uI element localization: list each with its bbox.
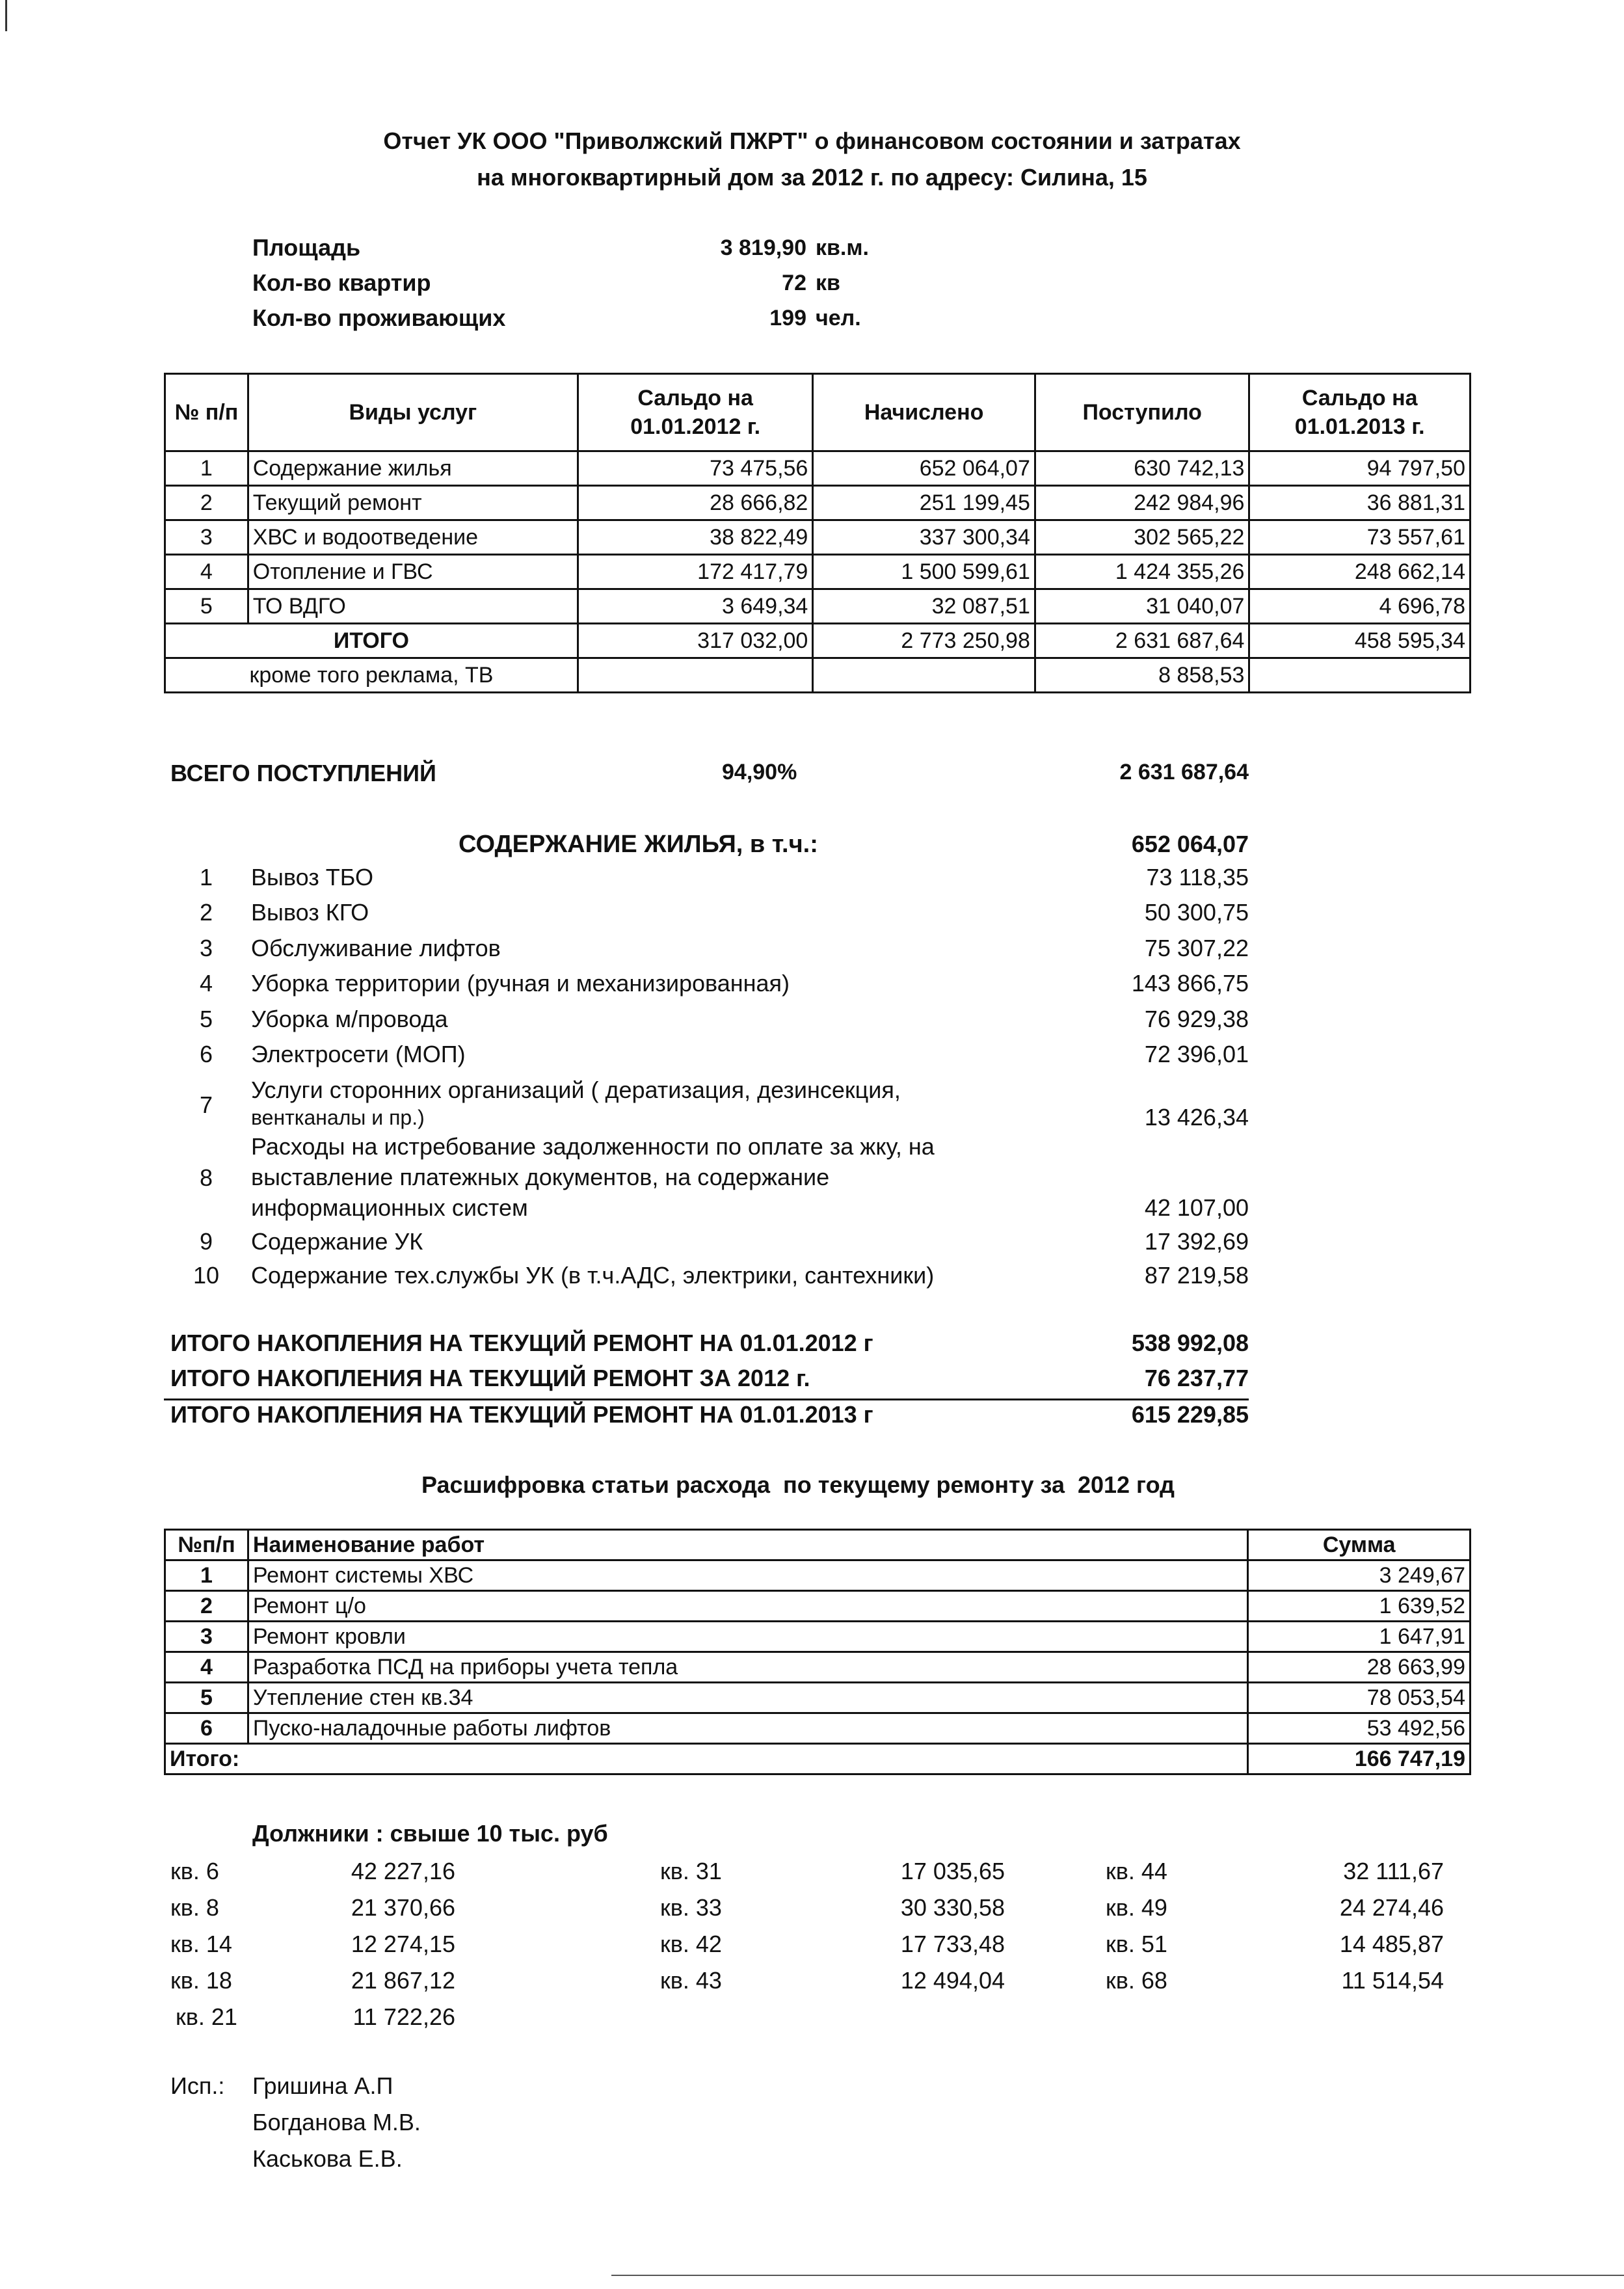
table-row — [165, 1591, 1471, 1622]
accumulation-value: 76 237,77 — [1144, 1365, 1249, 1391]
total-balance-2012: 317 032,00 — [578, 624, 812, 658]
extra-label: кроме того реклама, ТВ — [165, 658, 578, 693]
table-row — [165, 520, 1471, 555]
maintenance-total: 652 064,07 — [1131, 831, 1249, 857]
debtor-amount: 21 370,66 — [351, 1894, 455, 1921]
debtor-apartment: кв. 33 — [660, 1894, 722, 1921]
total-balance-2013: 458 595,34 — [1249, 624, 1471, 658]
signature-name: Богданова М.В. — [252, 2109, 421, 2135]
header-balance-2012: Сальдо на 01.01.2012 г. — [578, 374, 812, 451]
info-area-unit: кв.м. — [816, 235, 869, 260]
debtors-title: Должники : свыше 10 тыс. руб — [252, 1820, 608, 1847]
repair-row-sum: 53 492,56 — [1248, 1713, 1471, 1744]
table-row — [165, 1683, 1471, 1713]
scan-bottom-edge — [611, 2275, 1624, 2276]
list-item-text: Вывоз ТБО — [251, 864, 373, 890]
total-charged: 2 773 250,98 — [813, 624, 1035, 658]
repair-row-number: 4 — [165, 1652, 248, 1683]
info-apartments-value: 72 — [782, 271, 806, 295]
repair-row-sum: 1 639,52 — [1248, 1591, 1471, 1622]
list-item-text: Услуги сторонних организаций ( дератизация, дезинсекция, — [251, 1077, 901, 1103]
table-row — [165, 1622, 1471, 1652]
extra-empty-cell — [1249, 658, 1471, 693]
debtor-amount: 17 733,48 — [900, 1931, 1005, 1957]
extra-empty-cell — [813, 658, 1035, 693]
table-row — [165, 451, 1471, 486]
repair-row-name: Пуско-наладочные работы лифтов — [248, 1713, 1248, 1744]
repair-table — [164, 1529, 1471, 1775]
debtor-apartment: кв. 43 — [660, 1967, 722, 1994]
services-table — [164, 373, 1471, 693]
row-balance-2013: 73 557,61 — [1249, 520, 1471, 555]
row-charged: 1 500 599,61 — [813, 555, 1035, 589]
repair-header-row — [165, 1530, 1471, 1560]
repair-row-name: Утепление стен кв.34 — [248, 1683, 1248, 1713]
row-balance-2012: 73 475,56 — [578, 451, 812, 486]
accumulation-label: ИТОГО НАКОПЛЕНИЯ НА ТЕКУЩИЙ РЕМОНТ НА 01.01.2012 г — [170, 1330, 873, 1356]
debtor-amount: 21 867,12 — [351, 1967, 455, 1994]
repair-row-name: Ремонт кровли — [248, 1622, 1248, 1652]
row-balance-2013: 36 881,31 — [1249, 486, 1471, 520]
services-header-row — [165, 374, 1471, 451]
header-charged: Начислено — [813, 374, 1035, 451]
repair-row-name: Разработка ПСД на приборы учета тепла — [248, 1652, 1248, 1683]
list-item-text: Обслуживание лифтов — [251, 935, 501, 961]
info-apartments-label: Кол-во квартир — [252, 269, 431, 296]
debtor-amount: 11 514,54 — [1341, 1967, 1444, 1994]
debtor-amount: 17 035,65 — [900, 1858, 1005, 1884]
row-service: Отопление и ГВС — [248, 555, 578, 589]
accumulation-label: ИТОГО НАКОПЛЕНИЯ НА ТЕКУЩИЙ РЕМОНТ ЗА 2012 г. — [170, 1365, 810, 1391]
maintenance-title: СОДЕРЖАНИЕ ЖИЛЬЯ, в т.ч.: — [459, 831, 818, 858]
receipts-percent: 94,90% — [722, 760, 797, 784]
debtor-apartment: кв. 21 — [176, 2003, 237, 2030]
receipts-label: ВСЕГО ПОСТУПЛЕНИЙ — [170, 760, 436, 786]
info-residents-value: 199 — [769, 306, 806, 330]
debtor-apartment: кв. 18 — [170, 1967, 232, 1994]
header-received: Поступило — [1035, 374, 1249, 451]
row-balance-2012: 3 649,34 — [578, 589, 812, 624]
repair-total-value: 166 747,19 — [1248, 1744, 1471, 1774]
total-received: 2 631 687,64 — [1035, 624, 1249, 658]
services-extra-row — [165, 658, 1471, 693]
row-balance-2013: 248 662,14 — [1249, 555, 1471, 589]
row-balance-2012: 172 417,79 — [578, 555, 812, 589]
debtor-apartment: кв. 51 — [1106, 1931, 1167, 1957]
list-item-text: Содержание тех.службы УК (в т.ч.АДС, электрики, сантехники) — [251, 1262, 935, 1289]
list-item-text: Уборка территории (ручная и механизированная) — [251, 970, 790, 997]
list-item-text: Вывоз КГО — [251, 899, 369, 926]
row-service: Содержание жилья — [248, 451, 578, 486]
repair-row-name: Ремонт ц/о — [248, 1591, 1248, 1622]
accumulation-value: 538 992,08 — [1131, 1330, 1249, 1356]
receipts-value: 2 631 687,64 — [1119, 760, 1249, 784]
list-item-value: 17 392,69 — [1144, 1228, 1249, 1255]
row-balance-2012: 28 666,82 — [578, 486, 812, 520]
list-item-number: 5 — [199, 1006, 213, 1032]
table-row — [165, 1713, 1471, 1744]
list-item-number: 10 — [193, 1262, 220, 1289]
list-item-number: 3 — [199, 935, 213, 961]
repair-header-number: №п/п — [165, 1530, 248, 1560]
list-item-text: выставление платежных документов, на содержание — [251, 1164, 830, 1190]
table-row — [165, 1652, 1471, 1683]
list-item-value: 72 396,01 — [1144, 1041, 1249, 1067]
repair-row-sum: 1 647,91 — [1248, 1622, 1471, 1652]
list-item-text: Уборка м/провода — [251, 1006, 448, 1032]
list-item-number: 1 — [199, 864, 213, 890]
page-title-line1: Отчет УК ООО "Приволжский ПЖРТ" о финансовом состоянии и затратах — [383, 127, 1241, 154]
row-number: 1 — [165, 451, 248, 486]
table-row — [165, 486, 1471, 520]
list-item-text: вентканалы и пр.) — [251, 1106, 425, 1129]
row-charged: 652 064,07 — [813, 451, 1035, 486]
row-number: 3 — [165, 520, 248, 555]
row-number: 4 — [165, 555, 248, 589]
row-received: 242 984,96 — [1035, 486, 1249, 520]
debtor-apartment: кв. 6 — [170, 1858, 219, 1884]
list-item-text: Расходы на истребование задолженности по оплате за жку, на — [251, 1133, 935, 1160]
debtor-amount: 32 111,67 — [1343, 1858, 1444, 1884]
row-balance-2012: 38 822,49 — [578, 520, 812, 555]
repair-total-label: Итого: — [165, 1744, 1248, 1774]
list-item-value: 50 300,75 — [1144, 899, 1249, 926]
list-item-value: 87 219,58 — [1144, 1262, 1249, 1289]
list-item-value: 76 929,38 — [1144, 1006, 1249, 1032]
accumulation-divider — [164, 1399, 1249, 1400]
row-service: ХВС и водоотведение — [248, 520, 578, 555]
repair-row-name: Ремонт системы ХВС — [248, 1560, 1248, 1591]
list-item-value: 75 307,22 — [1144, 935, 1249, 961]
repair-total-row — [165, 1744, 1471, 1774]
info-residents-unit: чел. — [816, 306, 861, 330]
repair-title: Расшифровка статьи расхода по текущему ремонту за 2012 год — [421, 1471, 1175, 1498]
debtor-apartment: кв. 49 — [1106, 1894, 1167, 1921]
row-received: 1 424 355,26 — [1035, 555, 1249, 589]
debtor-apartment: кв. 31 — [660, 1858, 722, 1884]
row-received: 302 565,22 — [1035, 520, 1249, 555]
table-row — [165, 555, 1471, 589]
list-item-text: Электросети (МОП) — [251, 1041, 466, 1067]
debtor-amount: 42 227,16 — [351, 1858, 455, 1884]
list-item-value: 143 866,75 — [1131, 970, 1249, 997]
signature-name: Каськова Е.В. — [252, 2145, 403, 2172]
list-item-value: 13 426,34 — [1144, 1104, 1249, 1131]
row-balance-2013: 4 696,78 — [1249, 589, 1471, 624]
header-balance-2013: Сальдо на 01.01.2013 г. — [1249, 374, 1471, 451]
list-item-number: 2 — [199, 899, 213, 926]
extra-received: 8 858,53 — [1035, 658, 1249, 693]
list-item-value: 42 107,00 — [1144, 1194, 1249, 1221]
extra-empty-cell — [578, 658, 812, 693]
repair-row-sum: 28 663,99 — [1248, 1652, 1471, 1683]
scan-edge-mark — [5, 0, 7, 31]
accumulation-value: 615 229,85 — [1131, 1401, 1249, 1428]
debtor-amount: 12 494,04 — [900, 1967, 1005, 1994]
repair-row-number: 5 — [165, 1683, 248, 1713]
info-apartments-unit: кв — [816, 271, 840, 295]
debtor-apartment: кв. 42 — [660, 1931, 722, 1957]
row-received: 630 742,13 — [1035, 451, 1249, 486]
repair-row-number: 2 — [165, 1591, 248, 1622]
debtor-amount: 12 274,15 — [351, 1931, 455, 1957]
info-area-value: 3 819,90 — [720, 235, 806, 260]
list-item-number: 9 — [199, 1228, 213, 1255]
repair-row-sum: 3 249,67 — [1248, 1560, 1471, 1591]
repair-row-number: 3 — [165, 1622, 248, 1652]
row-received: 31 040,07 — [1035, 589, 1249, 624]
row-service: Текущий ремонт — [248, 486, 578, 520]
row-charged: 32 087,51 — [813, 589, 1035, 624]
repair-header-sum: Сумма — [1248, 1530, 1471, 1560]
signatures-label: Исп.: — [170, 2072, 225, 2099]
page-title-line2: на многоквартирный дом за 2012 г. по адресу: Силина, 15 — [477, 164, 1147, 191]
row-number: 5 — [165, 589, 248, 624]
list-item-text: Содержание УК — [251, 1228, 423, 1255]
repair-row-sum: 78 053,54 — [1248, 1683, 1471, 1713]
repair-row-number: 1 — [165, 1560, 248, 1591]
info-area-label: Площадь — [252, 234, 361, 261]
debtor-amount: 24 274,46 — [1339, 1894, 1444, 1921]
list-item-number: 6 — [199, 1041, 213, 1067]
debtor-apartment: кв. 14 — [170, 1931, 232, 1957]
total-label: ИТОГО — [165, 624, 578, 658]
debtor-apartment: кв. 68 — [1106, 1967, 1167, 1994]
debtor-apartment: кв. 8 — [170, 1894, 219, 1921]
signature-name: Гришина А.П — [252, 2072, 393, 2099]
list-item-number: 8 — [199, 1164, 213, 1191]
table-row — [165, 1560, 1471, 1591]
header-service: Виды услуг — [248, 374, 578, 451]
list-item-number: 7 — [199, 1091, 213, 1118]
row-balance-2013: 94 797,50 — [1249, 451, 1471, 486]
row-number: 2 — [165, 486, 248, 520]
list-item-text: информационных систем — [251, 1194, 528, 1221]
list-item-value: 73 118,35 — [1146, 864, 1249, 890]
table-row — [165, 589, 1471, 624]
debtor-amount: 11 722,26 — [353, 2003, 455, 2030]
repair-header-name: Наименование работ — [248, 1530, 1248, 1560]
header-number: № п/п — [165, 374, 248, 451]
list-item-number: 4 — [199, 970, 213, 997]
row-charged: 337 300,34 — [813, 520, 1035, 555]
row-service: ТО ВДГО — [248, 589, 578, 624]
debtor-apartment: кв. 44 — [1106, 1858, 1167, 1884]
row-charged: 251 199,45 — [813, 486, 1035, 520]
repair-row-number: 6 — [165, 1713, 248, 1744]
accumulation-label: ИТОГО НАКОПЛЕНИЯ НА ТЕКУЩИЙ РЕМОНТ НА 01.01.2013 г — [170, 1401, 873, 1428]
services-total-row — [165, 624, 1471, 658]
info-residents-label: Кол-во проживающих — [252, 304, 506, 331]
debtor-amount: 14 485,87 — [1339, 1931, 1444, 1957]
debtor-amount: 30 330,58 — [900, 1894, 1005, 1921]
